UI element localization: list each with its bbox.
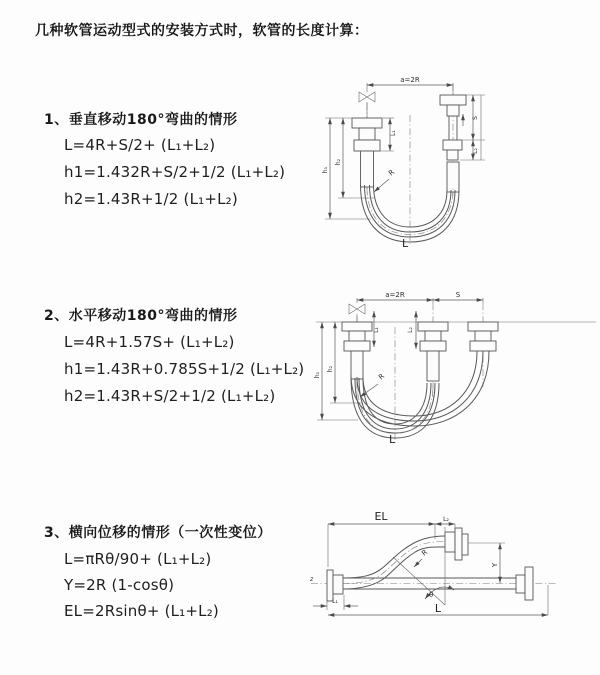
diagram-vertical-180-bend	[313, 70, 598, 255]
label-L-total: L	[389, 433, 396, 446]
diagram-horizontal-180-bend	[308, 285, 600, 455]
section1-formula-h1: h1=1.432R+S/2+1/2 (L₁+L₂)	[64, 163, 286, 181]
label-h1: h₁	[314, 371, 321, 379]
label-L2: L₂	[472, 148, 479, 154]
label-S: S	[455, 291, 461, 299]
label-h2: h₂	[327, 365, 334, 373]
label-L1: L₁	[390, 130, 397, 136]
label-R: R	[387, 168, 397, 178]
centerlines	[367, 84, 453, 244]
dimension-L1	[313, 595, 358, 610]
section3-formula-EL: EL=2Rsinθ+ (L₁+L₂)	[64, 602, 219, 620]
label-L2: L₂	[407, 327, 414, 333]
flange-right	[440, 95, 466, 192]
label-S: S	[472, 116, 479, 120]
section1-formula-L: L=4R+S/2+ (L₁+L₂)	[64, 136, 216, 154]
label-h1: h₁	[322, 166, 329, 174]
hose-displaced-position	[343, 536, 445, 589]
page-title: 几种软管运动型式的安装方式时，软管的长度计算：	[35, 23, 369, 39]
label-L1: L₁	[373, 327, 380, 333]
flange-left	[327, 570, 343, 601]
section2-formula-h1: h1=1.43R+0.785S+1/2 (L₁+L₂)	[64, 360, 305, 378]
valve-icon	[349, 304, 365, 322]
flange-left	[352, 118, 382, 187]
flange-upper-right	[445, 528, 468, 560]
label-Y: Y	[491, 562, 499, 568]
section3-heading: 3、横向位移的情形（一次性变位）	[44, 525, 272, 541]
label-R: R	[377, 372, 387, 382]
dimension-L1	[373, 311, 380, 347]
valve-icon	[359, 92, 375, 118]
label-a2r: a=2R	[400, 76, 420, 84]
label-h2: h₂	[335, 158, 342, 166]
dimension-Y	[468, 543, 505, 583]
dimension-L2	[407, 311, 416, 349]
label-L-total: L	[402, 237, 409, 250]
label-z: z	[310, 576, 314, 583]
label-L1: L₁	[332, 598, 338, 605]
dimension-a2r	[367, 76, 453, 95]
label-a2r: a=2R	[385, 291, 405, 299]
section2-formula-h2: h2=1.43R+S/2+1/2 (L₁+L₂)	[64, 387, 276, 405]
flange-right	[468, 322, 498, 351]
section3-formula-Y: Y=2R (1-cosθ)	[64, 576, 175, 594]
dimension-a2r-S	[357, 291, 483, 303]
label-EL: EL	[374, 510, 388, 523]
radius-callout	[374, 168, 396, 192]
section2-formula-L: L=4R+1.57S+ (L₁+L₂)	[64, 333, 235, 351]
section3-formula-L: L=πRθ/90+ (L₁+L₂)	[64, 550, 212, 568]
flange-left	[342, 322, 372, 379]
label-theta: θ	[429, 591, 434, 599]
section1-heading: 1、垂直移动180°弯曲的情形	[44, 112, 238, 128]
flange-right	[516, 567, 533, 600]
diagram-lateral-displacement	[303, 505, 598, 640]
label-R: R	[420, 548, 430, 558]
label-L2: L₂	[443, 516, 449, 523]
section1-formula-h2: h2=1.43R+1/2 (L₁+L₂)	[64, 190, 238, 208]
dimension-EL-L2	[328, 510, 455, 567]
label-L-total: L	[434, 602, 442, 615]
section2-heading: 2、水平移动180°弯曲的情形	[44, 308, 238, 324]
flange-middle	[418, 322, 448, 381]
